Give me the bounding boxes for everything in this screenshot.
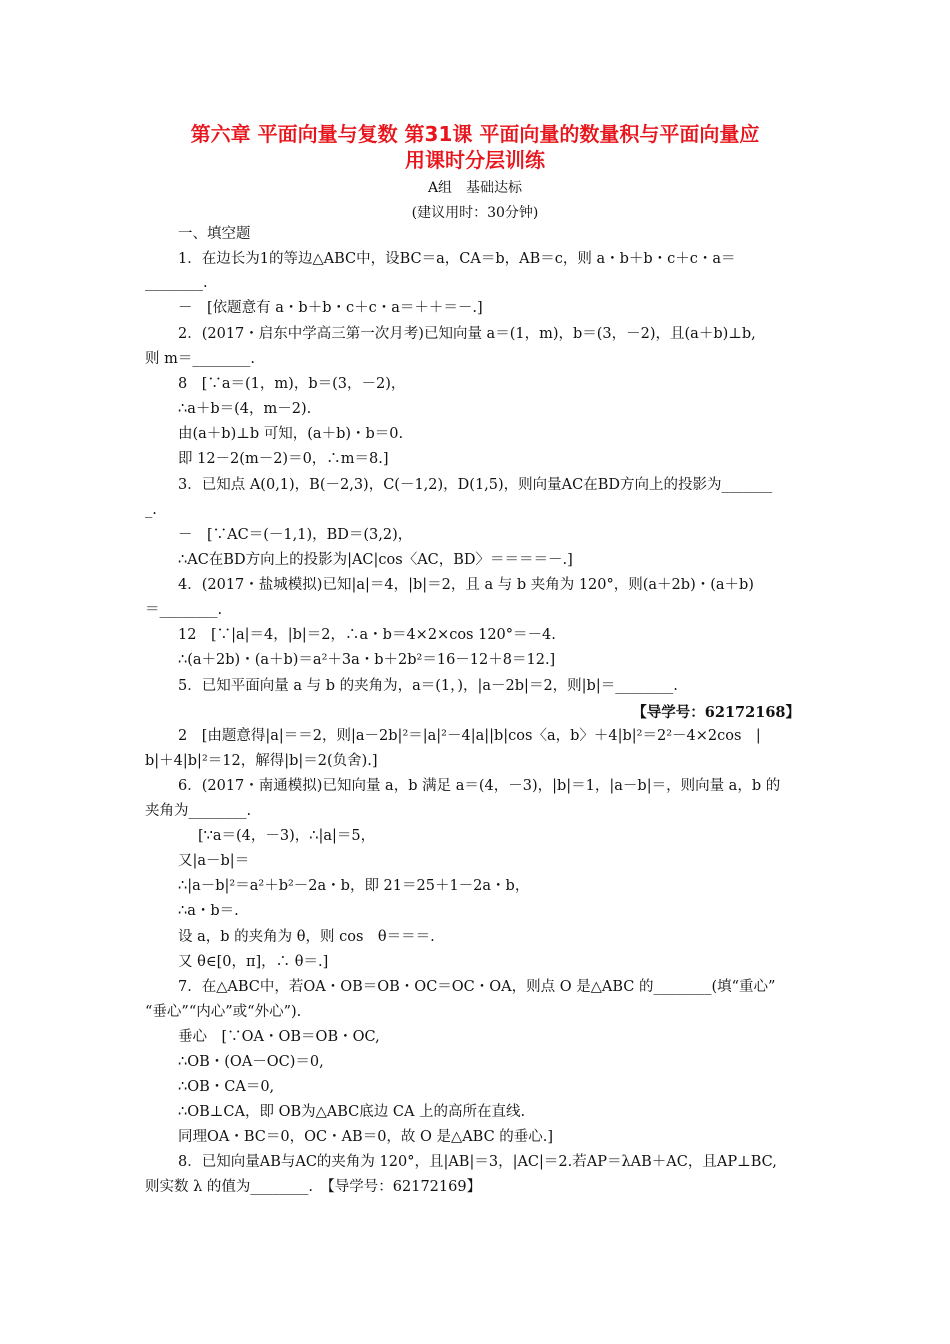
a6-line-6: 又 θ∈[0，π]，∴ θ＝.]	[178, 954, 329, 970]
q6-line-2: 夹角为________.	[145, 803, 252, 819]
a4-line-1: 12 [∵|a|＝4，|b|＝2，∴a・b＝4×2×cos 120°＝－4.	[178, 627, 556, 643]
q1-blank: ________.	[145, 275, 208, 291]
q8-line-2: 则实数 λ 的值为________. 【导学号：62172169】	[145, 1179, 482, 1195]
a1-line: － [依题意有 a・b＋b・c＋c・a＝＋＋＝－.]	[178, 300, 483, 316]
a2-line-1: 8 [∵a＝(1，m)，b＝(3，－2)，	[178, 376, 406, 392]
a6-line-3: ∴|a－b|²＝a²＋b²－2a・b，即 21＝25＋1－2a・b，	[178, 878, 530, 894]
a3-line-1: － [∵AC＝(－1,1)，BD＝(3,2)，	[178, 527, 413, 543]
a6-line-1: [∵a＝(4，－3)，∴|a|＝5，	[198, 828, 376, 844]
a7-line-3: ∴OB・CA＝0,	[178, 1079, 275, 1095]
group-heading: A组 基础达标	[427, 180, 523, 196]
q7-line-2: “垂心”“内心”或“外心”).	[145, 1004, 302, 1020]
a3-line-2: ∴AC在BD方向上的投影为|AC|cos〈AC，BD〉＝＝＝＝－.]	[178, 552, 573, 568]
q3-line: 3．已知点 A(0,1)，B(－2,3)，C(－1,2)，D(1,5)，则向量AC在BD方向上的投影为_______	[178, 477, 773, 493]
q7-line: 7．在△ABC中，若OA・OB＝OB・OC＝OC・OA，则点 O 是△ABC 的________(填“重心”	[178, 979, 776, 995]
a6-line-4: ∴a・b＝.	[178, 903, 239, 919]
q3-line-2: _.	[145, 502, 157, 518]
a2-line-4: 即 12－2(m－2)＝0，∴m＝8.]	[178, 451, 389, 467]
a2-line-2: ∴a＋b＝(4，m－2).	[178, 401, 312, 417]
page-title	[140, 121, 810, 173]
q4-line: 4．(2017・盐城模拟)已知|a|＝4，|b|＝2，且 a 与 b 夹角为 120°，则(a＋2b)・(a＋b)	[178, 577, 754, 593]
title-line-1: 第六章 平面向量与复数 第31课 平面向量的数量积与平面向量应	[190, 122, 760, 146]
a7-line-4: ∴OB⊥CA，即 OB为△ABC底边 CA 上的高所在直线.	[178, 1104, 526, 1120]
a7-line-2: ∴OB・(OA－OC)＝0,	[178, 1054, 324, 1070]
guide-number-1: 【导学号：62172168】	[632, 704, 800, 721]
q5-line: 5．已知平面向量 a 与 b 的夹角为，a＝(1，)，|a－2b|＝2，则|b|＝________.	[178, 678, 678, 694]
a7-line-1: 垂心 [∵OA・OB＝OB・OC,	[178, 1029, 380, 1045]
q4-line-2: ＝________.	[145, 602, 223, 618]
a5-line-1: 2 [由题意得|a|＝＝2，则|a－2b|²＝|a|²－4|a||b|cos〈a，b〉＋4|b|²＝2²－4×2cos |	[178, 728, 761, 744]
a6-line-2: 又|a－b|＝	[178, 853, 250, 869]
a2-line-3: 由(a＋b)⊥b 可知，(a＋b)・b＝0.	[178, 426, 404, 442]
q2-line: 2．(2017・启东中学高三第一次月考)已知向量 a＝(1，m)，b＝(3，－2)，且(a＋b)⊥b,	[178, 326, 756, 342]
q6-line: 6．(2017・南通模拟)已知向量 a，b 满足 a＝(4，－3)，|b|＝1，|a－b|＝，则向量 a，b 的	[178, 778, 781, 794]
a5-line-2: b|＋4|b|²＝12，解得|b|＝2(负舍).]	[145, 753, 378, 769]
a6-line-5: 设 a，b 的夹角为 θ，则 cos θ＝＝＝.	[178, 929, 435, 945]
q1-line: 1．在边长为1的等边△ABC中，设BC＝a，CA＝b，AB＝c，则 a・b＋b・c＋c・a＝	[178, 251, 736, 267]
title-line-2: 用课时分层训练	[405, 148, 545, 172]
a4-line-2: ∴(a＋2b)・(a＋b)＝a²＋3a・b＋2b²＝16－12＋8＝12.]	[178, 652, 556, 668]
a7-line-5: 同理OA・BC＝0，OC・AB＝0，故 O 是△ABC 的垂心.]	[178, 1129, 554, 1145]
q8-line: 8．已知向量AB与AC的夹角为 120°，且|AB|＝3，|AC|＝2.若AP＝λAB＋AC，且AP⊥BC,	[178, 1154, 777, 1170]
time-hint: (建议用时：30分钟)	[411, 205, 539, 221]
section-heading: 一、填空题	[178, 226, 251, 242]
q2-line-2: 则 m＝________.	[145, 351, 255, 367]
